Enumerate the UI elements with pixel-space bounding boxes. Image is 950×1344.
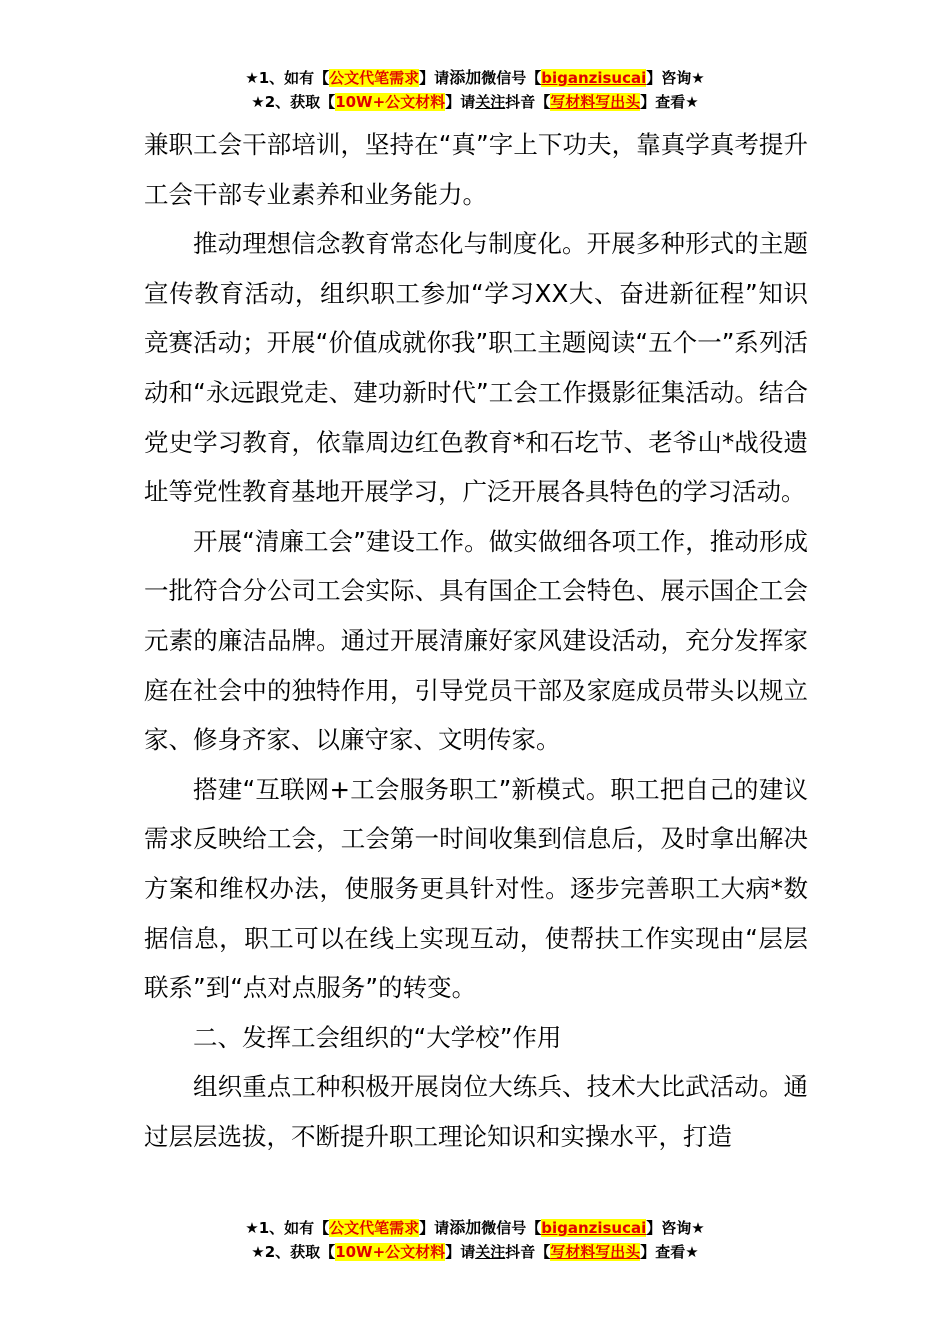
- banner-text: 添加: [449, 68, 482, 87]
- banner-highlight: 公文代笔需求: [329, 69, 420, 87]
- banner-text: 抖音【: [505, 1243, 551, 1261]
- paragraph: 推动理想信念教育常态化与制度化。开展多种形式的主题宣传教育活动，组织职工参加“学习XX大、奋进新征程”知识竞赛活动；开展“价值成就你我”职工主题阅读“五个一”系列活动和“永远跟党走、建功新时代”工会工作摄影征集活动。结合党史学习教育，依靠周边红色教育*和石圪节、老爷山*战役遗址等党性教育基地开展学习，广泛开展各具特色的学习活动。: [144, 229, 808, 507]
- banner-line-1: [0, 66, 950, 90]
- banner-wechat-id: biganzisucai: [541, 1219, 647, 1237]
- paragraph: 组织重点工种积极开展岗位大练兵、技术大比武活动。通过层层选拔，不断提升职工理论知识和实操水平，打造: [144, 1072, 808, 1151]
- banner-text: 】咨询★: [646, 1219, 705, 1237]
- banner-wechat-id: biganzisucai: [541, 69, 647, 87]
- banner-text: 关注: [475, 93, 506, 111]
- banner-line-2: [0, 1240, 950, 1264]
- banner-text: 】查看★: [640, 1243, 699, 1261]
- banner-text: 微信号【: [481, 1219, 542, 1237]
- banner-text: 】咨询★: [646, 69, 705, 87]
- banner-douyin-id: 写材料写出头: [550, 1243, 641, 1261]
- banner-text: 】请: [419, 69, 450, 87]
- banner-text: ★1、如有【: [245, 1219, 330, 1237]
- banner-text: 】查看★: [640, 93, 699, 111]
- header-banner: [0, 66, 950, 114]
- banner-line-1: [0, 1216, 950, 1240]
- banner-text: 添加: [449, 1218, 482, 1237]
- footer-banner: [0, 1216, 950, 1264]
- banner-text: ★2、获取【: [251, 93, 336, 111]
- banner-text: 微信号【: [481, 69, 542, 87]
- paragraph: 兼职工会干部培训，坚持在“真”字上下功夫，靠真学真考提升工会干部专业素养和业务能力。: [144, 130, 808, 209]
- section-heading: 二、发挥工会组织的“大学校”作用: [193, 1022, 562, 1052]
- document-body: [144, 120, 808, 1161]
- banner-highlight: 10W+公文材料: [335, 1243, 446, 1261]
- banner-line-2: [0, 90, 950, 114]
- banner-highlight: 10W+公文材料: [335, 93, 446, 111]
- banner-text: ★1、如有【: [245, 69, 330, 87]
- banner-text: 】请: [445, 1243, 476, 1261]
- paragraph: 搭建“互联网+工会服务职工”新模式。职工把自己的建议需求反映给工会，工会第一时间收集到信息后，及时拿出解决方案和维权办法，使服务更具针对性。逐步完善职工大病*数据信息，职工可以在线上实现互动，使帮扶工作实现由“层层联系”到“点对点服务”的转变。: [144, 774, 808, 1003]
- banner-text: ★2、获取【: [251, 1243, 336, 1261]
- banner-text: 】请: [445, 93, 476, 111]
- banner-text: 抖音【: [505, 93, 551, 111]
- banner-text: 关注: [475, 1243, 506, 1261]
- banner-text: 】请: [419, 1219, 450, 1237]
- paragraph: 开展“清廉工会”建设工作。做实做细各项工作，推动形成一批符合分公司工会实际、具有国企工会特色、展示国企工会元素的廉洁品牌。通过开展清廉好家风建设活动，充分发挥家庭在社会中的独特作用，引导党员干部及家庭成员带头以规立家、修身齐家、以廉守家、文明传家。: [144, 526, 808, 755]
- banner-douyin-id: 写材料写出头: [550, 93, 641, 111]
- banner-highlight: 公文代笔需求: [329, 1219, 420, 1237]
